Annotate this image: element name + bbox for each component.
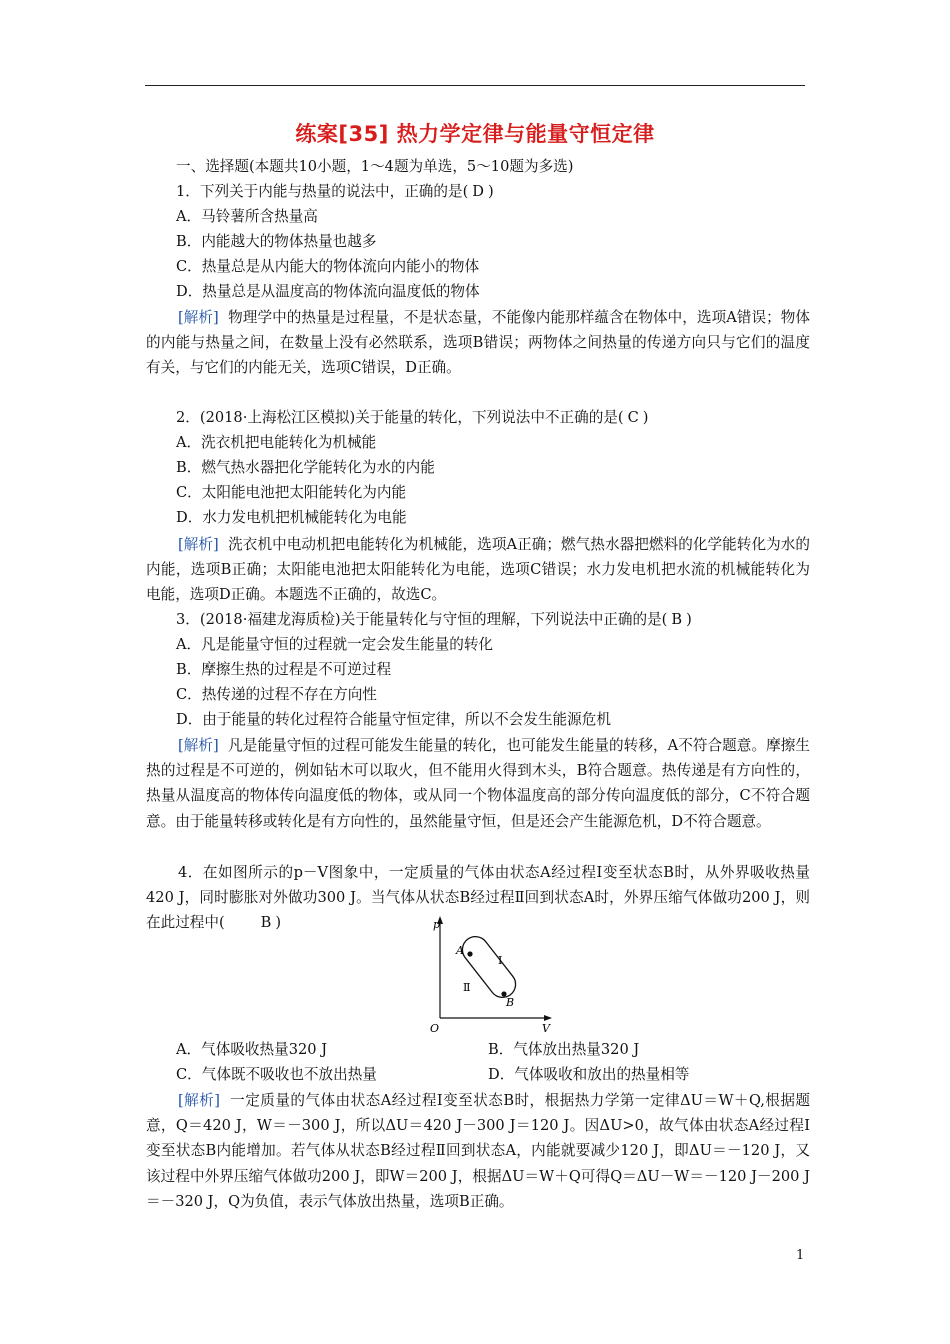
question-3-stem: 3．(2018·福建龙海质检)关于能量转化与守恒的理解，下列说法中正确的是( B )	[176, 611, 692, 628]
question-3-answer: B	[671, 611, 683, 628]
question-2-option-c: C．太阳能电池把太阳能转化为内能	[176, 484, 407, 501]
page-title: 练案[35] 热力学定律与能量守恒定律	[295, 122, 655, 146]
v-axis-arrow	[544, 1015, 552, 1021]
state-b-label: B	[506, 996, 515, 1009]
question-4-stem: 4．在如图所示的p－V图象中，一定质量的气体由状态A经过程Ⅰ变至状态B时，从外界吸收热量420 J，同时膨胀对外做功300 J。当气体从状态B经过程Ⅱ回到状态A时，外界压缩气体做功200 J，则在此过程中( B )	[146, 860, 810, 936]
question-1-stem: 1．下列关于内能与热量的说法中，正确的是( D )	[176, 183, 494, 200]
question-1-option-b: B．内能越大的物体热量也越多	[176, 233, 377, 250]
question-4-analysis: [解析] 一定质量的气体由状态A经过程Ⅰ变至状态B时，根据热力学第一定律ΔU＝W＋Q,根据题意，Q＝420 J，W＝－300 J，所以ΔU＝420 J－300 J＝120 J。因ΔU>0，故气体由状态A经过程Ⅰ变至状态B内能增加。若气体从状态B经过程Ⅱ回到状态A，内能就要减少120 J，即ΔU＝－120 J，又该过程中外界压缩气体做功200 J，即W＝200 J，根据ΔU＝W＋Q可得Q＝ΔU－W＝－120 J－200 J＝－320 J，Q为负值，表示气体放出热量，选项B正确。	[146, 1092, 811, 1210]
p-axis-label: p	[433, 918, 441, 931]
question-1-option-c: C．热量总是从内能大的物体流向内能小的物体	[176, 258, 480, 275]
process-i-label: Ⅰ	[498, 954, 503, 967]
process-ii-label: Ⅱ	[463, 981, 471, 994]
question-3-analysis: [解析] 凡是能量守恒的过程可能发生能量的转化，也可能发生能量的转移，A不符合题意。摩擦生热的过程是不可逆的，例如钻木可以取火，但不能用火得到木头，B符合题意。热传递是有方向性的，热量从温度高的物体传向温度低的物体，或从同一个物体温度高的部分传向温度低的部分，C不符合题意。由于能量转移或转化是有方向性的，虽然能量守恒，但是还会产生能源危机，D不符合题意。	[146, 737, 811, 830]
question-4-option-d: D．气体吸收和放出的热量相等	[488, 1066, 690, 1083]
question-2-option-a: A．洗衣机把电能转化为机械能	[176, 434, 377, 451]
question-3-option-d: D．由于能量的转化过程符合能量守恒定律，所以不会发生能源危机	[176, 711, 611, 728]
header-rule	[145, 85, 805, 86]
question-3-option-a: A．凡是能量守恒的过程就一定会发生能量的转化	[176, 636, 494, 653]
question-2-option-b: B．燃气热水器把化学能转化为水的内能	[176, 459, 435, 476]
state-a-point	[467, 951, 472, 956]
analysis-tag: [解析]	[178, 1092, 220, 1109]
section-heading: 一、选择题(本题共10小题，1～4题为单选，5～10题为多选)	[176, 158, 574, 175]
pv-diagram	[430, 914, 560, 1032]
question-1-option-d: D．热量总是从温度高的物体流向温度低的物体	[176, 283, 480, 300]
question-3-option-b: B．摩擦生热的过程是不可逆过程	[176, 661, 392, 678]
analysis-tag: [解析]	[178, 536, 219, 553]
page-number: 1	[796, 1248, 805, 1263]
question-2-stem: 2．(2018·上海松江区模拟)关于能量的转化，下列说法中不正确的是( C )	[176, 409, 649, 426]
origin-label: O	[430, 1022, 440, 1032]
analysis-tag: [解析]	[178, 737, 219, 754]
question-2-analysis: [解析] 洗衣机中电动机把电能转化为机械能，选项A正确；燃气热水器把燃料的化学能转化为水的内能，选项B正确；太阳能电池把太阳能转化为电能，选项C错误；水力发电机把水流的机械能转化为电能，选项D正确。本题选不正确的，故选C。	[146, 536, 811, 604]
question-4-option-b: B．气体放出热量320 J	[488, 1041, 640, 1058]
question-3-option-c: C．热传递的过程不存在方向性	[176, 686, 377, 703]
question-4-answer: B	[260, 914, 272, 932]
analysis-tag: [解析]	[178, 309, 219, 326]
question-1-option-a: A．马铃薯所含热量高	[176, 208, 318, 225]
state-a-label: A	[456, 944, 464, 957]
question-2-option-d: D．水力发电机把机械能转化为电能	[176, 509, 407, 526]
question-1-analysis: [解析] 物理学中的热量是过程量，不是状态量，不能像内能那样蕴含在物体中，选项A错误；物体的内能与热量之间，在数量上没有必然联系，选项B错误；两物体之间热量的传递方向只与它们的温度有关，与它们的内能无关，选项C错误，D正确。	[146, 309, 811, 377]
question-2-answer: C	[627, 409, 639, 426]
question-4-option-c: C．气体既不吸收也不放出热量	[176, 1066, 377, 1083]
question-4-option-a: A．气体吸收热量320 J	[176, 1041, 328, 1058]
question-1-answer: D	[472, 183, 484, 200]
v-axis-label: V	[542, 1022, 550, 1032]
